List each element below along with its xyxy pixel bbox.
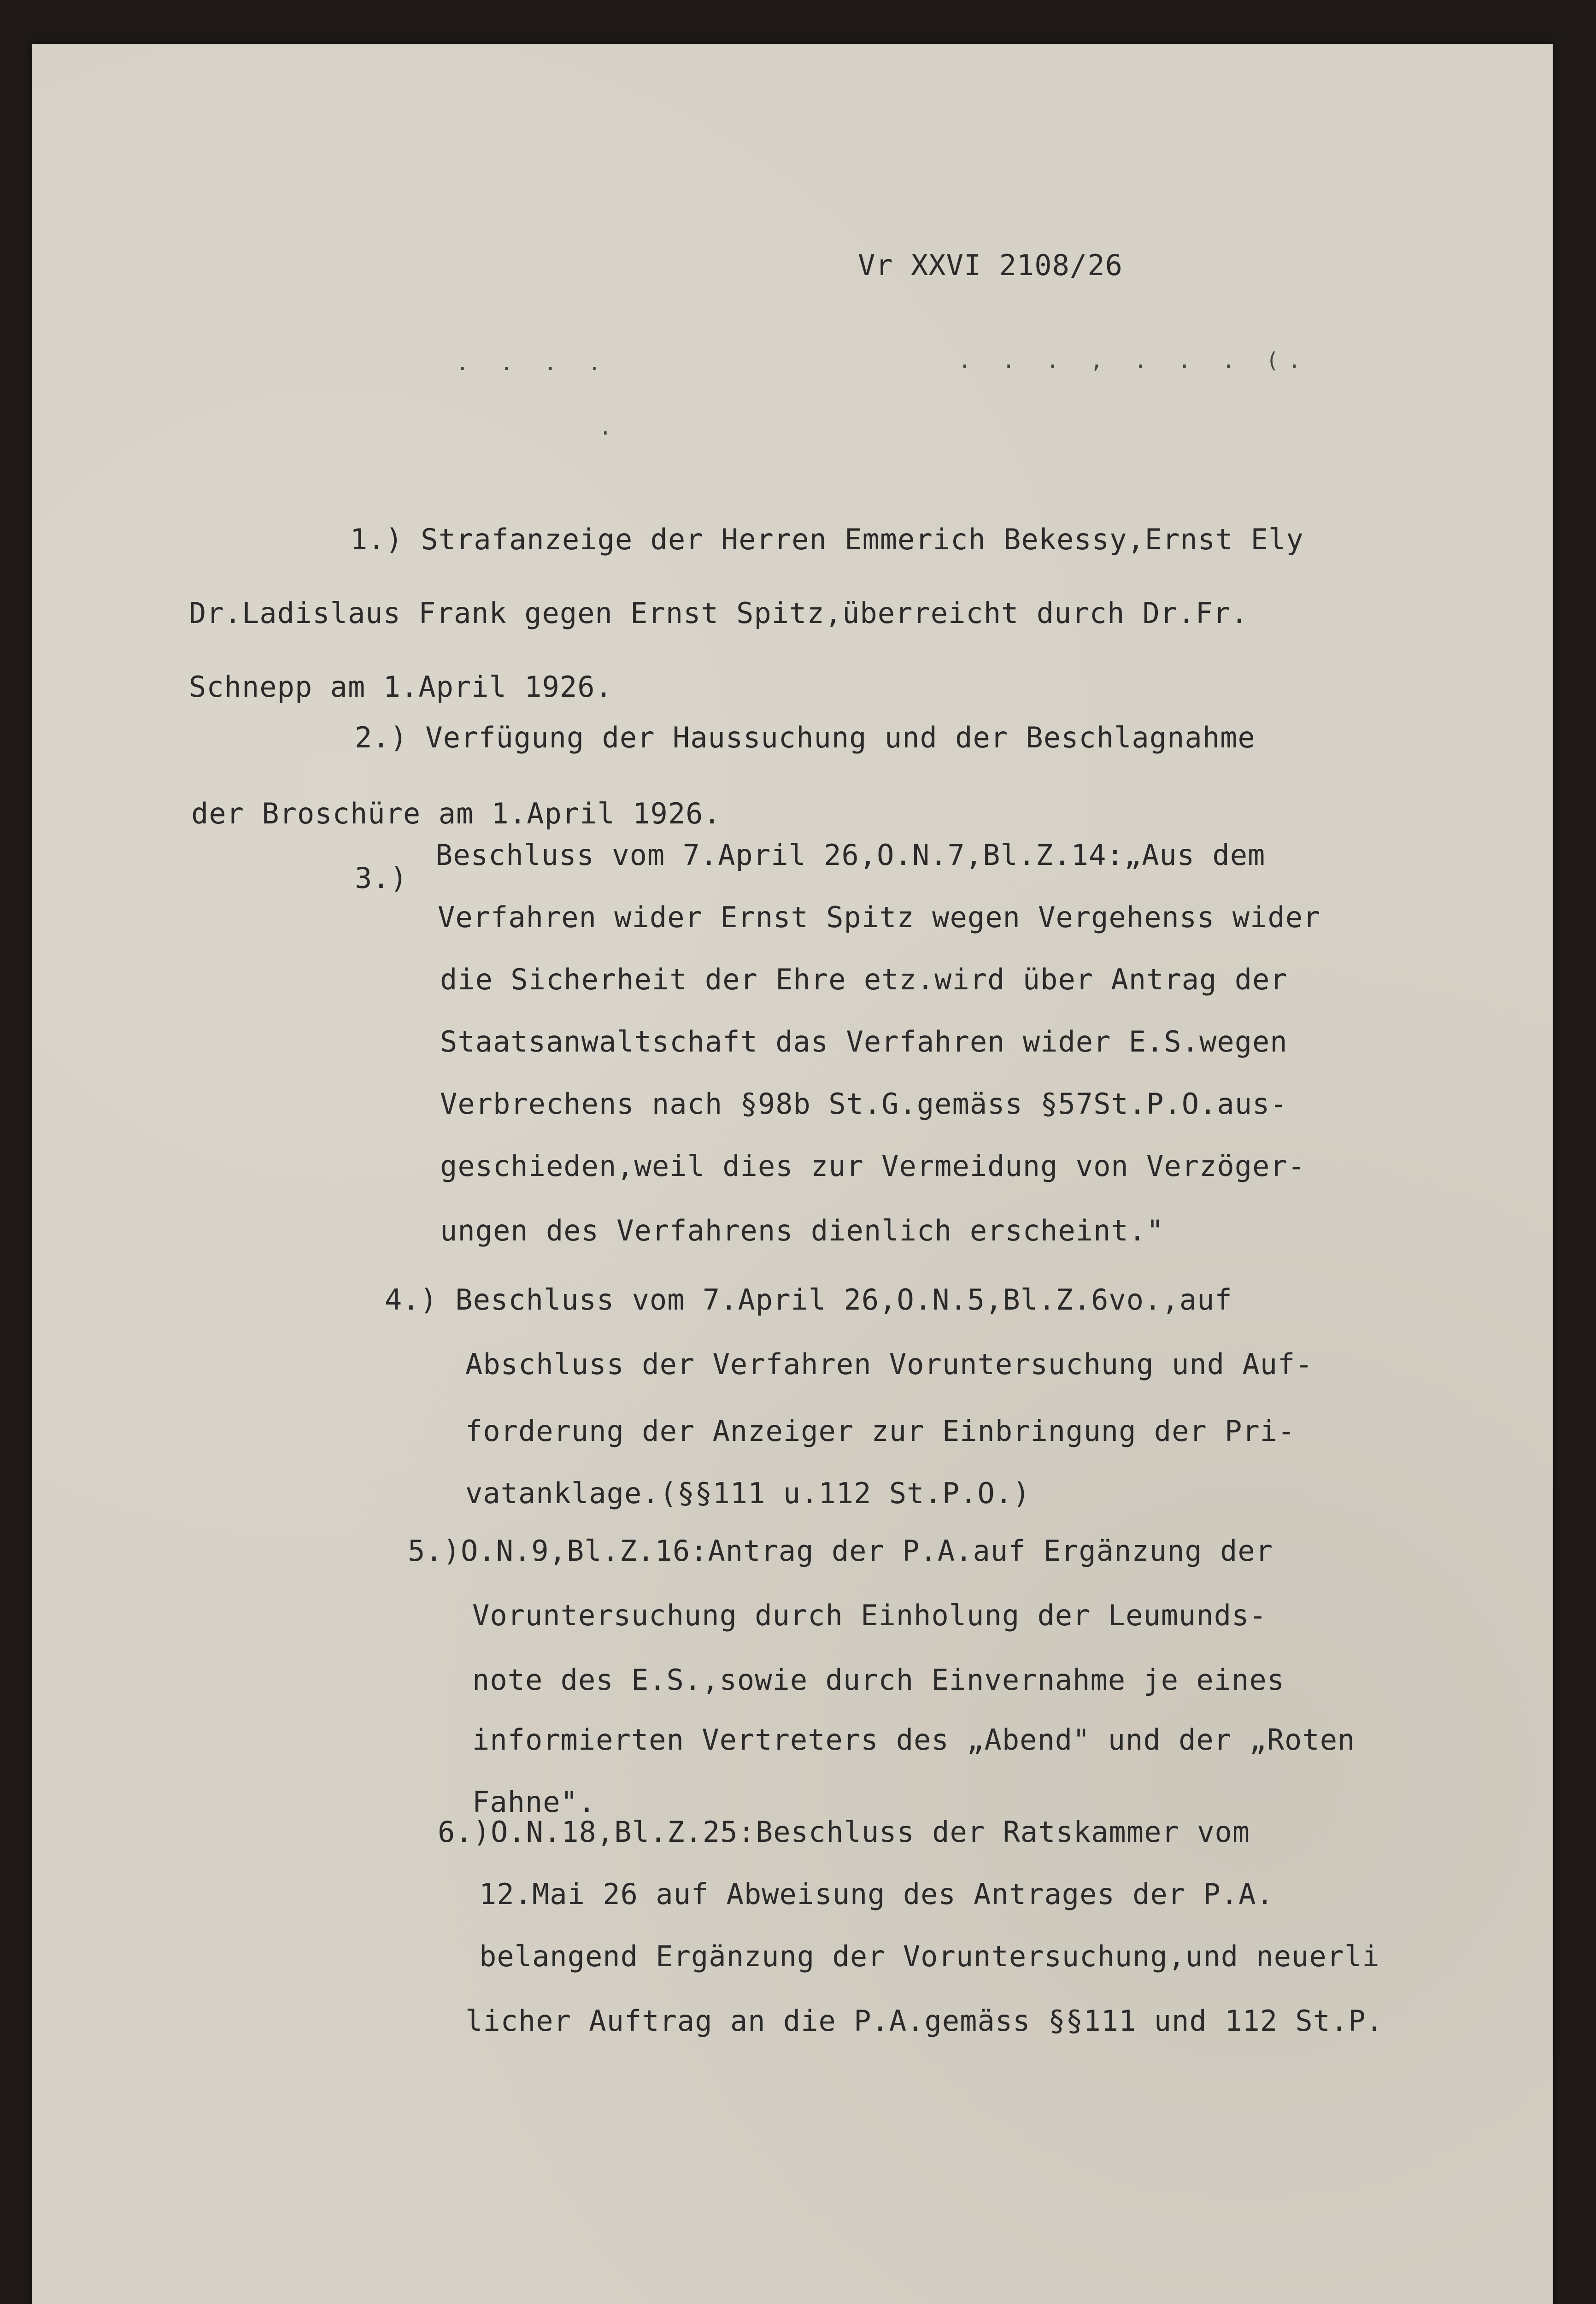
- text-line: 4.) Beschluss vom 7.April 26,O.N.5,Bl.Z.6vo.,auf: [385, 1283, 1232, 1317]
- case-reference: Vr XXVI 2108/26: [858, 248, 1123, 282]
- text-line: 5.)O.N.9,Bl.Z.16:Antrag der P.A.auf Ergänzung der: [408, 1534, 1273, 1568]
- dot-row-right: . . . , . . . (.: [958, 348, 1310, 373]
- text-line: informierten Vertreters des „Abend" und der „Roten: [472, 1723, 1355, 1757]
- text-line: Dr.Ladislaus Frank gegen Ernst Spitz,überreicht durch Dr.Fr.: [189, 596, 1249, 630]
- item-number: 3.): [355, 861, 408, 895]
- text-line: forderung der Anzeiger zur Einbringung der Pri-: [465, 1414, 1296, 1448]
- text-line: Staatsanwaltschaft das Verfahren wider E.S.wegen: [440, 1025, 1288, 1058]
- text-line: 12.Mai 26 auf Abweisung des Antrages der P.A.: [479, 1877, 1274, 1911]
- text-line: vatanklage.(§§111 u.112 St.P.O.): [465, 1476, 1031, 1510]
- text-line: Fahne".: [472, 1785, 596, 1819]
- text-line: Schnepp am 1.April 1926.: [189, 670, 613, 704]
- text-line: Verfahren wider Ernst Spitz wegen Vergehenss wider: [438, 900, 1321, 934]
- dot-single: .: [599, 415, 621, 440]
- text-line: Abschluss der Verfahren Voruntersuchung und Auf-: [465, 1347, 1313, 1381]
- text-line: licher Auftrag an die P.A.gemäss §§111 und 112 St.P.: [465, 2004, 1384, 2038]
- text-line: 6.)O.N.18,Bl.Z.25:Beschluss der Ratskammer vom: [438, 1815, 1250, 1849]
- text-line: Beschluss vom 7.April 26,O.N.7,Bl.Z.14:„Aus dem: [435, 838, 1266, 872]
- text-line: der Broschüre am 1.April 1926.: [191, 797, 721, 830]
- text-line: 1.) Strafanzeige der Herren Emmerich Bekessy,Ernst Ely: [350, 523, 1304, 556]
- text-line: die Sicherheit der Ehre etz.wird über Antrag der: [440, 963, 1288, 996]
- text-line: ungen des Verfahrens dienlich erscheint.": [440, 1214, 1164, 1247]
- text-line: note des E.S.,sowie durch Einvernahme je eines: [472, 1663, 1285, 1697]
- text-line: Verbrechens nach §98b St.G.gemäss §57St.P.O.aus-: [440, 1087, 1288, 1121]
- text-line: Voruntersuchung durch Einholung der Leumunds-: [472, 1599, 1267, 1632]
- dot-row-left: . . . .: [456, 350, 610, 375]
- text-line: belangend Ergänzung der Voruntersuchung,und neuerli: [479, 1940, 1380, 1973]
- text-line: 2.) Verfügung der Haussuchung und der Beschlagnahme: [355, 721, 1256, 754]
- text-line: geschieden,weil dies zur Vermeidung von Verzöger-: [440, 1149, 1306, 1183]
